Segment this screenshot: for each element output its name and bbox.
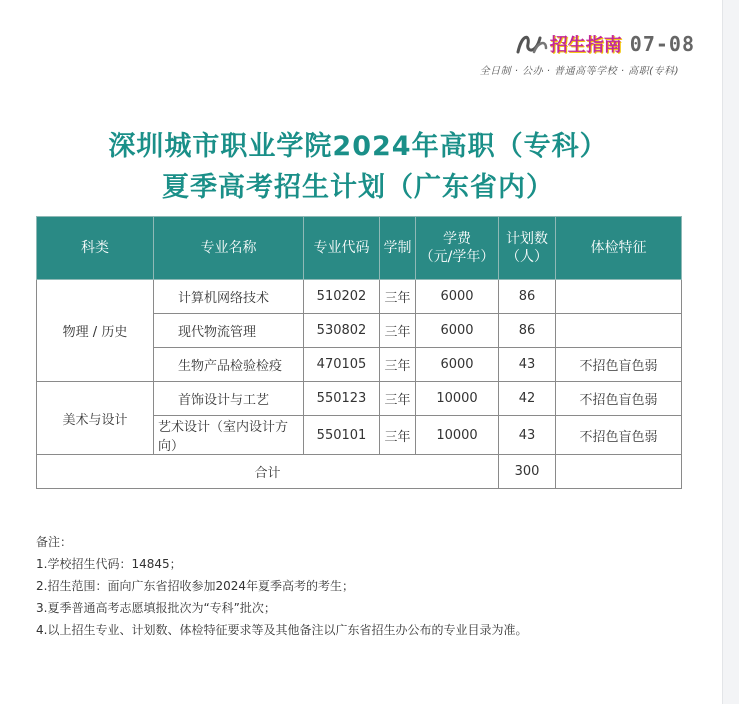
guide-subtitle: 全日制 · 公办 · 普通高等学校 · 高职(专科) — [479, 66, 679, 77]
total-label: 合计 — [37, 455, 499, 489]
col-header-plan-line1: 计划数 — [506, 231, 548, 247]
health-cell: 不招色盲色弱 — [556, 416, 682, 455]
col-header-plan-line2: （人） — [506, 249, 548, 265]
major-cell: 生物产品检验检疫 — [154, 348, 304, 382]
col-header-plan — [499, 217, 556, 280]
major-cell: 首饰设计与工艺 — [154, 382, 304, 416]
plan-cell: 86 — [499, 280, 556, 314]
col-header-tuition — [416, 217, 499, 280]
major-cell: 现代物流管理 — [154, 314, 304, 348]
guide-brand — [514, 24, 695, 64]
duration-cell: 三年 — [380, 314, 416, 348]
health-cell — [556, 314, 682, 348]
note-item: 3.夏季普通高考志愿填报批次为“专科”批次； — [36, 601, 276, 615]
health-cell: 不招色盲色弱 — [556, 348, 682, 382]
page-range: 07-08 — [629, 32, 695, 56]
page-title-line1: 深圳城市职业学院2024年高职（专科） — [108, 131, 608, 162]
tuition-cell: 10000 — [416, 382, 499, 416]
code-cell: 550123 — [304, 382, 380, 416]
col-header-duration: 学制 — [380, 217, 416, 280]
duration-cell: 三年 — [380, 348, 416, 382]
total-health-cell — [556, 455, 682, 489]
col-header-major: 专业名称 — [154, 217, 304, 280]
table-header-row — [37, 217, 682, 280]
code-cell: 510202 — [304, 280, 380, 314]
duration-cell: 三年 — [380, 280, 416, 314]
guide-logo — [514, 30, 622, 58]
note-item: 4.以上招生专业、计划数、体检特征要求等及其他备注以广东省招生办公布的专业目录为准。 — [36, 623, 528, 637]
plan-cell: 86 — [499, 314, 556, 348]
page-title-line2: 夏季高考招生计划（广东省内） — [162, 172, 554, 203]
major-cell: 计算机网络技术 — [154, 280, 304, 314]
tuition-cell: 10000 — [416, 416, 499, 455]
total-row — [37, 455, 682, 489]
tuition-cell: 6000 — [416, 314, 499, 348]
table-row — [37, 382, 682, 416]
col-header-tuition-line2: （元/学年） — [419, 249, 495, 265]
category-cell: 美术与设计 — [37, 382, 154, 455]
category-cell: 物理 / 历史 — [37, 280, 154, 382]
health-cell: 不招色盲色弱 — [556, 382, 682, 416]
health-cell — [556, 280, 682, 314]
enrollment-plan-table — [36, 216, 682, 489]
tuition-cell: 6000 — [416, 280, 499, 314]
total-value: 300 — [499, 455, 556, 489]
logo-text: 招生指南 — [549, 35, 622, 56]
major-cell: 艺术设计（室内设计方向） — [154, 416, 304, 455]
code-cell: 530802 — [304, 314, 380, 348]
col-header-category: 科类 — [37, 217, 154, 280]
col-header-code: 专业代码 — [304, 217, 380, 280]
notes-heading: 备注： — [36, 535, 73, 549]
year-swirl-icon — [514, 30, 550, 58]
note-item: 1.学校招生代码：14845； — [36, 557, 182, 571]
notes-section — [36, 531, 696, 641]
note-item: 2.招生范围：面向广东省招收参加2024年夏季高考的考生； — [36, 579, 354, 593]
plan-cell: 42 — [499, 382, 556, 416]
table-row — [37, 280, 682, 314]
plan-cell: 43 — [499, 348, 556, 382]
duration-cell: 三年 — [380, 382, 416, 416]
code-cell: 550101 — [304, 416, 380, 455]
tuition-cell: 6000 — [416, 348, 499, 382]
col-header-health: 体检特征 — [556, 217, 682, 280]
code-cell: 470105 — [304, 348, 380, 382]
plan-cell: 43 — [499, 416, 556, 455]
page-edge-strip — [722, 0, 739, 704]
duration-cell: 三年 — [380, 416, 416, 455]
col-header-tuition-line1: 学费 — [443, 231, 471, 247]
